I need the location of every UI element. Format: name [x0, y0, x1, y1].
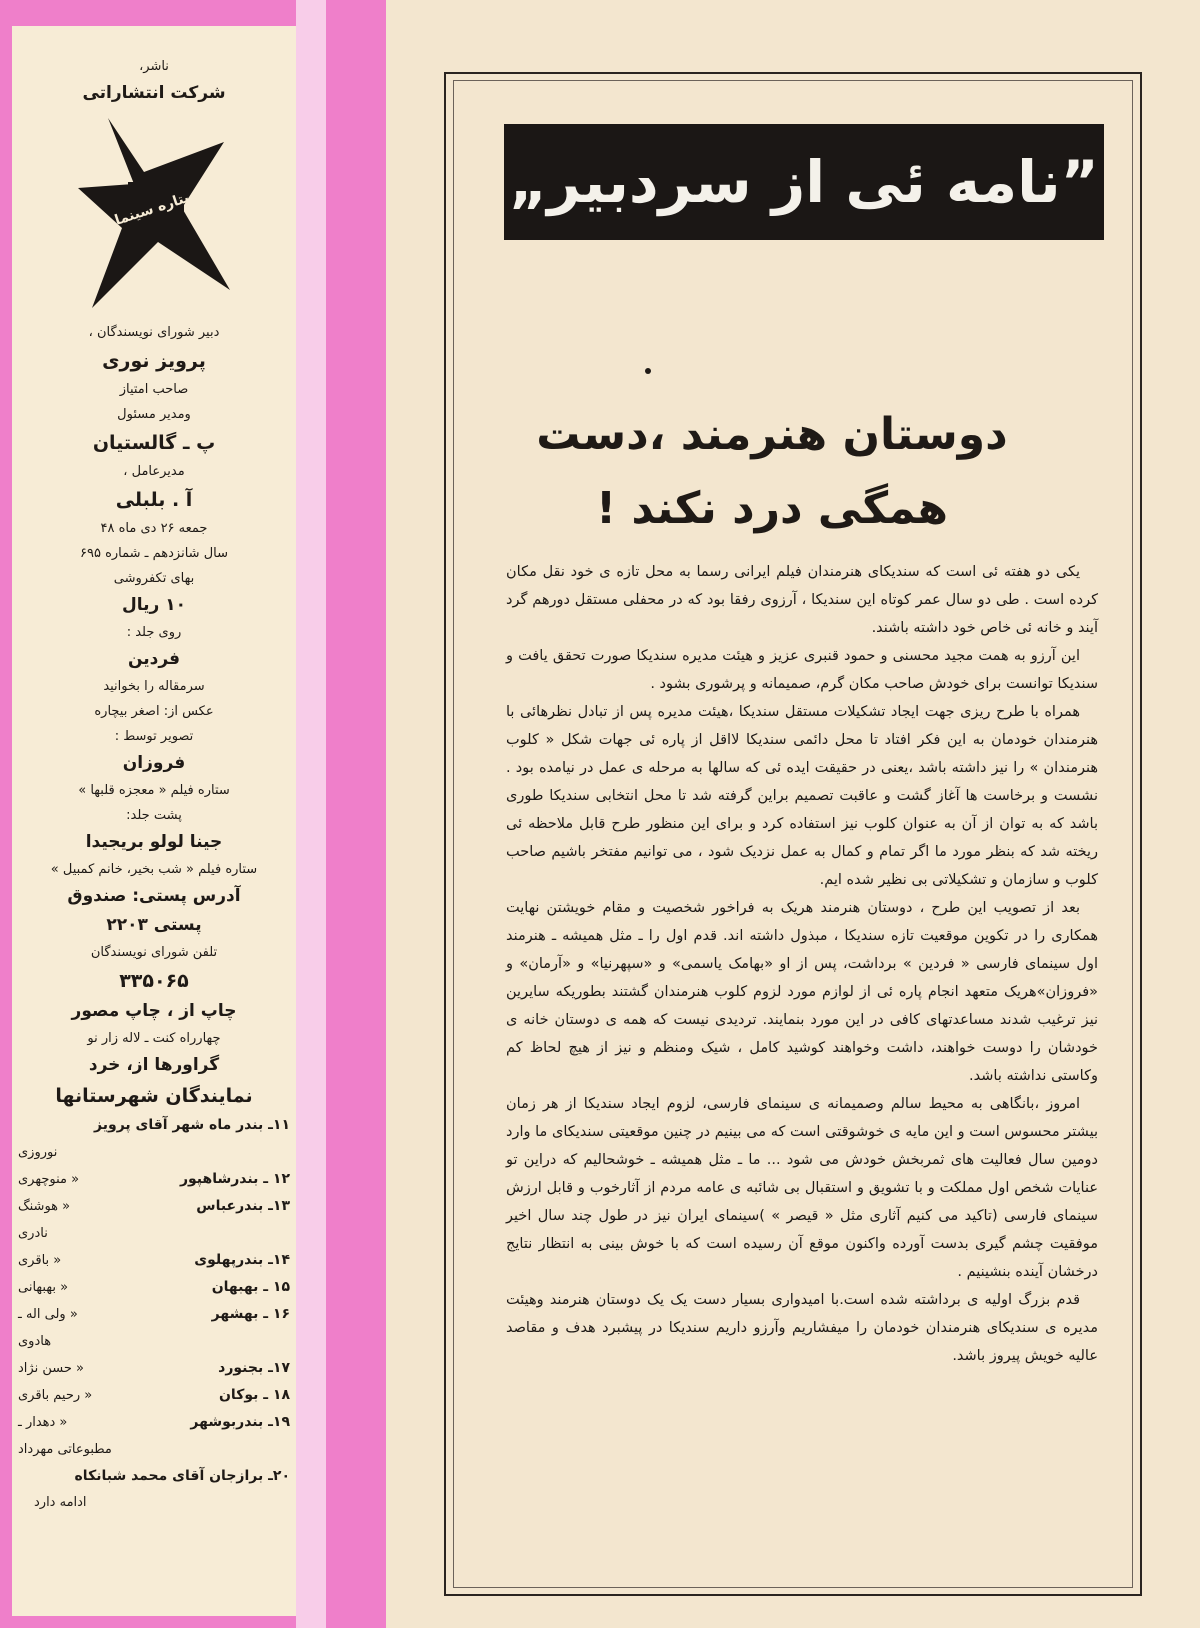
- rep-name: « ولی اله ـ: [18, 1307, 78, 1322]
- issue-date: جمعه ۲۶ دی ماه ۴۸: [100, 521, 208, 536]
- back-cover-film: ستاره فیلم « شب بخیر، خانم کمبیل »: [50, 862, 258, 877]
- rep-item: [18, 1355, 290, 1382]
- continued-note: ادامه دارد: [34, 1495, 87, 1510]
- cover-label: روی جلد :: [126, 625, 182, 640]
- rep-name: هادوی: [18, 1334, 52, 1349]
- ornament-dot: [645, 368, 651, 374]
- editor-letter-banner: [504, 124, 1104, 240]
- rep-item: [18, 1247, 290, 1274]
- po-box: پستی ۲۲۰۳: [106, 915, 202, 935]
- headline-line-2: همگی درد نکند !: [595, 483, 949, 534]
- rep-name: مطبوعاتی مهرداد: [18, 1442, 112, 1457]
- article-paragraph: این آرزو به همت مجید محسنی و حمود قنبری عزیز و هیئت مدیره سندیکا صورت تحقق یافت و سندیکا توانست برای خودش صاحب مکان گرم، صمیمانه و پرشوری بشود .: [506, 648, 1098, 692]
- rep-city: ۱۷ـ بجنورد: [218, 1360, 290, 1376]
- representatives-list: [18, 1112, 290, 1490]
- rep-item: [18, 1328, 290, 1355]
- council-name: پرویز نوری: [102, 350, 206, 372]
- print-label: چاپ از ، چاپ مصور: [71, 1001, 237, 1021]
- rep-item: [18, 1193, 290, 1220]
- cover-note: سرمقاله را بخوانید: [103, 679, 205, 694]
- article-paragraph: همراه با طرح ریزی جهت ایجاد تشکیلات مستقل سندیکا ،هیئت مدیره پس از تبادل نظرهائی با هنرمندان خودمان به این فکر افتاد تا محل دائمی سندیکا لااقل از پاره ئی جهات شکل « کلوب هنرمندان » را نیز داشته باشد ،یعنی در حقیقت ایده ئی که سالها به مرحله ی عمل در نیامده بود . نشست و برخاست ها آغاز گشت و عاقبت تصمیم براین گرفته شد تا محل انتخابی سندیکا طوری باشد که به توان از آن به عنوان کلوب نیز استفاده کرد و برای این منظور طرح قابل ملاحظه ئی ریخته شد که بنظر مورد ما اگر تمام و کمال به عمل نزدیک شود ، می توانیم مفتخر باشیم صاحب کلوب و سازمان و تشکیلاتی بی نظیر شده ایم.: [506, 704, 1098, 888]
- rep-item: [18, 1409, 290, 1436]
- rep-city: ۱۲ ـ بندرشاهپور: [179, 1171, 290, 1187]
- rep-city: ۱۵ ـ بهبهان: [211, 1279, 290, 1295]
- back-cover-name: جینا لولو بریجیدا: [85, 832, 223, 852]
- rep-city: ۱۹ـ بندربوشهر: [190, 1414, 290, 1430]
- rep-item: [18, 1112, 290, 1139]
- rep-name: « هوشنگ: [18, 1199, 71, 1214]
- director-name: آ . بلبلی: [115, 489, 193, 511]
- price: ۱۰ ریال: [122, 595, 186, 615]
- owner-label: صاحب امتیاز: [119, 382, 189, 397]
- article-body: [506, 558, 1098, 1370]
- engraving-credit: گراورها از، خرد: [88, 1055, 220, 1075]
- issue-number: سال شانزدهم ـ شماره ۶۹۵: [80, 546, 228, 561]
- rep-item: [18, 1274, 290, 1301]
- rep-item: [18, 1436, 290, 1463]
- rep-item: [18, 1166, 290, 1193]
- owner-name: پ ـ گالستیان: [92, 432, 216, 454]
- council-label: دبیر شورای نویسندگان ،: [88, 325, 220, 340]
- phone-number: ۳۳۵۰۶۵: [119, 970, 189, 992]
- rep-name: « حسن نژاد: [18, 1361, 84, 1376]
- rep-name: « باقری: [18, 1253, 62, 1268]
- rep-item: [18, 1220, 290, 1247]
- rep-city: ۱۸ ـ بوکان: [218, 1387, 290, 1403]
- masthead-stripe: [296, 0, 326, 1628]
- rep-name: « رحیم باقری: [18, 1388, 93, 1403]
- logo-text: ستاره سینما: [112, 187, 200, 229]
- director-label: مدیرعامل ،: [123, 464, 185, 479]
- price-label: بهای تکفروشی: [113, 571, 195, 586]
- rep-name: « بهبهانی: [18, 1280, 69, 1295]
- manager-label: ومدیر مسئول: [117, 407, 191, 422]
- publisher-name: شرکت انتشاراتی: [82, 83, 226, 103]
- masthead-column: [12, 26, 296, 1616]
- rep-name: « دهدار ـ: [18, 1415, 68, 1430]
- back-cover-label: پشت جلد:: [126, 808, 182, 823]
- rep-city: ۱۴ـ بندرپهلوی: [194, 1252, 290, 1268]
- photo-credit: عکس از: اصغر بیچاره: [94, 704, 214, 719]
- article-headline: [512, 398, 1032, 546]
- rep-city: ۲۰ـ برازجان آقای محمد شبانکاه: [74, 1468, 290, 1484]
- rep-item: [18, 1463, 290, 1490]
- headline-line-1: دوستان هنرمند ،دست: [536, 409, 1008, 460]
- print-address: چهارراه کنت ـ لاله زار نو: [87, 1031, 221, 1046]
- representatives-title: نمایندگان شهرستانها: [55, 1085, 253, 1107]
- rep-name: نوروزی: [18, 1145, 58, 1160]
- rep-city: ۱۳ـ بندرعباس: [196, 1198, 290, 1214]
- article-paragraph: یکی دو هفته ئی است که سندیکای هنرمندان فیلم ایرانی رسما به محل تازه ی خود نقل مکان کرده است . طی دو سال عمر کوتاه این سندیکا ، آرزوی رفقا بود که در محفلی مستقل دورهم گرد آیند و خانه ئی خاص خود داشته باشند.: [506, 564, 1098, 636]
- rep-item: [18, 1301, 290, 1328]
- rep-name: « منوچهری: [18, 1172, 80, 1187]
- rep-name: نادری: [18, 1226, 48, 1241]
- rep-item: [18, 1139, 290, 1166]
- star-logo: [74, 112, 234, 312]
- portrait-name: فروزان: [122, 753, 186, 773]
- article-paragraph: امروز ،بانگاهی به محیط سالم وصمیمانه ی سینمای فارسی، لزوم ایجاد سندیکا از هر زمان بیشتر محسوس است و این مایه ی خوشوقتی است که می بینیم در چنین موقعیتی سندیکای ما وارد دومین سال فعالیت های ثمربخش خودش می شود ... ما ـ مثل همیشه ـ خوشحالیم که دراین تو عنایات شخص اول مملکت و با تشویق و استقبال بی شائبه ی عامه مردم از آثارخوب و قابل ارزش سینمای فارسی (تاکید می کنیم آثاری مثل « قیصر » )سینمای ایران نیز در طول چند سال اخیر موفقیت چشم گیری بدست آورده واکنون موقع آن رسیده است که با خوش بینی به انتظار نتایج درخشان آینده بنشینیم .: [506, 1096, 1098, 1280]
- portrait-label: تصویر توسط :: [114, 729, 194, 744]
- portrait-film: ستاره فیلم « معجزه قلبها »: [78, 783, 230, 798]
- article-paragraph: بعد از تصویب این طرح ، دوستان هنرمند هریک به فراخور شخصیت و مقام خویشتن نهایت همکاری را در تکوین موقعیت تازه سندیکا ، مبذول داشته اند. قدم اول را ـ مثل همیشه ـ هنرمند اول سینمای فارسی « فردین » برداشت، پس از او «بهامک یاسمی» و «سپهرنیا» و «آرمان» و «فروزان»هریک متعهد انجام پاره ئی از لوازم مورد لزوم کلوب هنرمندان گشتند بطوریکه سایرین نیز ترغیب شدند مساعدتهای کافی در این مورد بنمایند. تردیدی نیست که همه ی دوستان خانه ی خودشان را دوست خواهند، داشت وخواهند کوشید کامل ، شیک ومنظم و نیز از هیچ لحاظ کم وکاستی نداشته باشد.: [506, 900, 1098, 1084]
- article-paragraph: قدم بزرگ اولیه ی برداشته شده است.با امیدواری بسیار دست یک یک دوستان هنرمند وهیئت مدیره ی سندیکای هنرمندان خودمان را میفشاریم وآرزو داریم سندیکا در پیشبرد هدف و مقاصد عالیه خویش پیروز باشد.: [506, 1292, 1098, 1364]
- editor-letter-title: ”نامه ئی از سردبیر„: [509, 148, 1099, 216]
- rep-city: ۱۱ـ بندر ماه شهر آقای پرویز: [94, 1117, 290, 1133]
- cover-name: فردین: [127, 649, 181, 669]
- rep-city: ۱۶ ـ بهشهر: [211, 1306, 290, 1322]
- publisher-label: ناشر،: [139, 59, 169, 74]
- rep-item: [18, 1382, 290, 1409]
- phone-label: تلفن شورای نویسندگان: [90, 945, 218, 960]
- address-label: آدرس پستی: صندوق: [67, 886, 241, 906]
